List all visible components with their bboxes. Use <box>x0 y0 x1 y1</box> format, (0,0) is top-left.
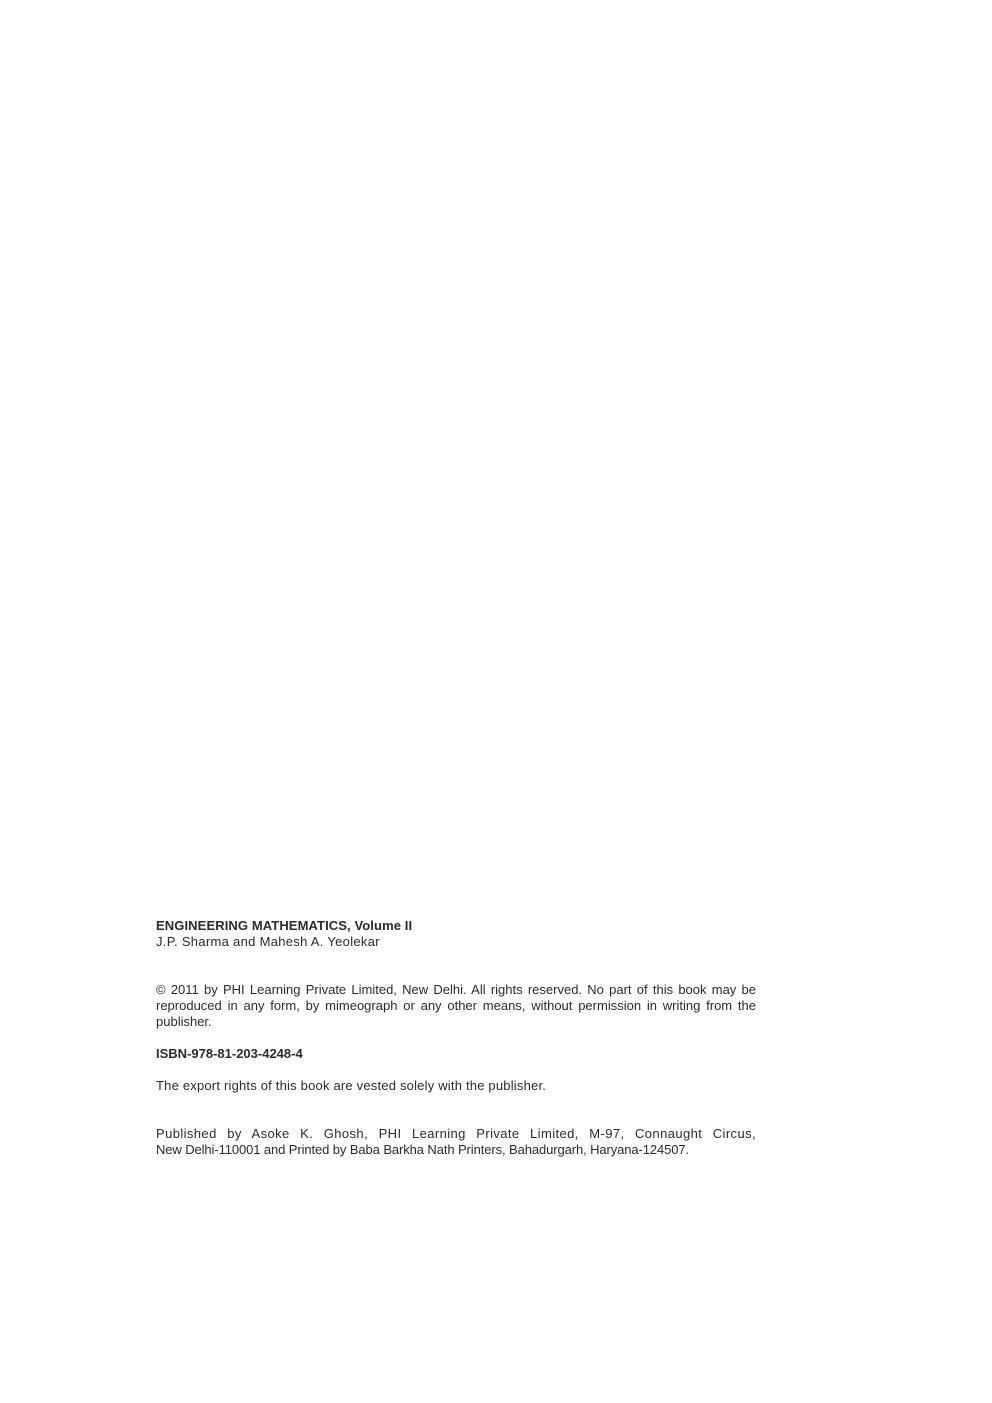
publisher-line: Published by Asoke K. Ghosh, PHI Learning Private Limited, M-97, Connaught Circus, <box>156 1126 756 1141</box>
printer-line: New Delhi-110001 and Printed by Baba Barkha Nath Printers, Bahadurgarh, Haryana-124507. <box>156 1142 690 1157</box>
imprint-block <box>156 918 756 1158</box>
book-authors: J.P. Sharma and Mahesh A. Yeolekar <box>156 934 380 949</box>
publisher-printer-info <box>156 1126 756 1158</box>
isbn: ISBN-978-81-203-4248-4 <box>156 1046 303 1061</box>
export-rights-notice: The export rights of this book are vested solely with the publisher. <box>156 1078 547 1093</box>
copyright-notice: © 2011 by PHI Learning Private Limited, New Delhi. All rights reserved. No part of this book may be reproduced in any form, by mimeograph or any other means, without permission in writing from the publisher. <box>156 982 756 1029</box>
book-title: ENGINEERING MATHEMATICS, Volume II <box>156 918 413 933</box>
